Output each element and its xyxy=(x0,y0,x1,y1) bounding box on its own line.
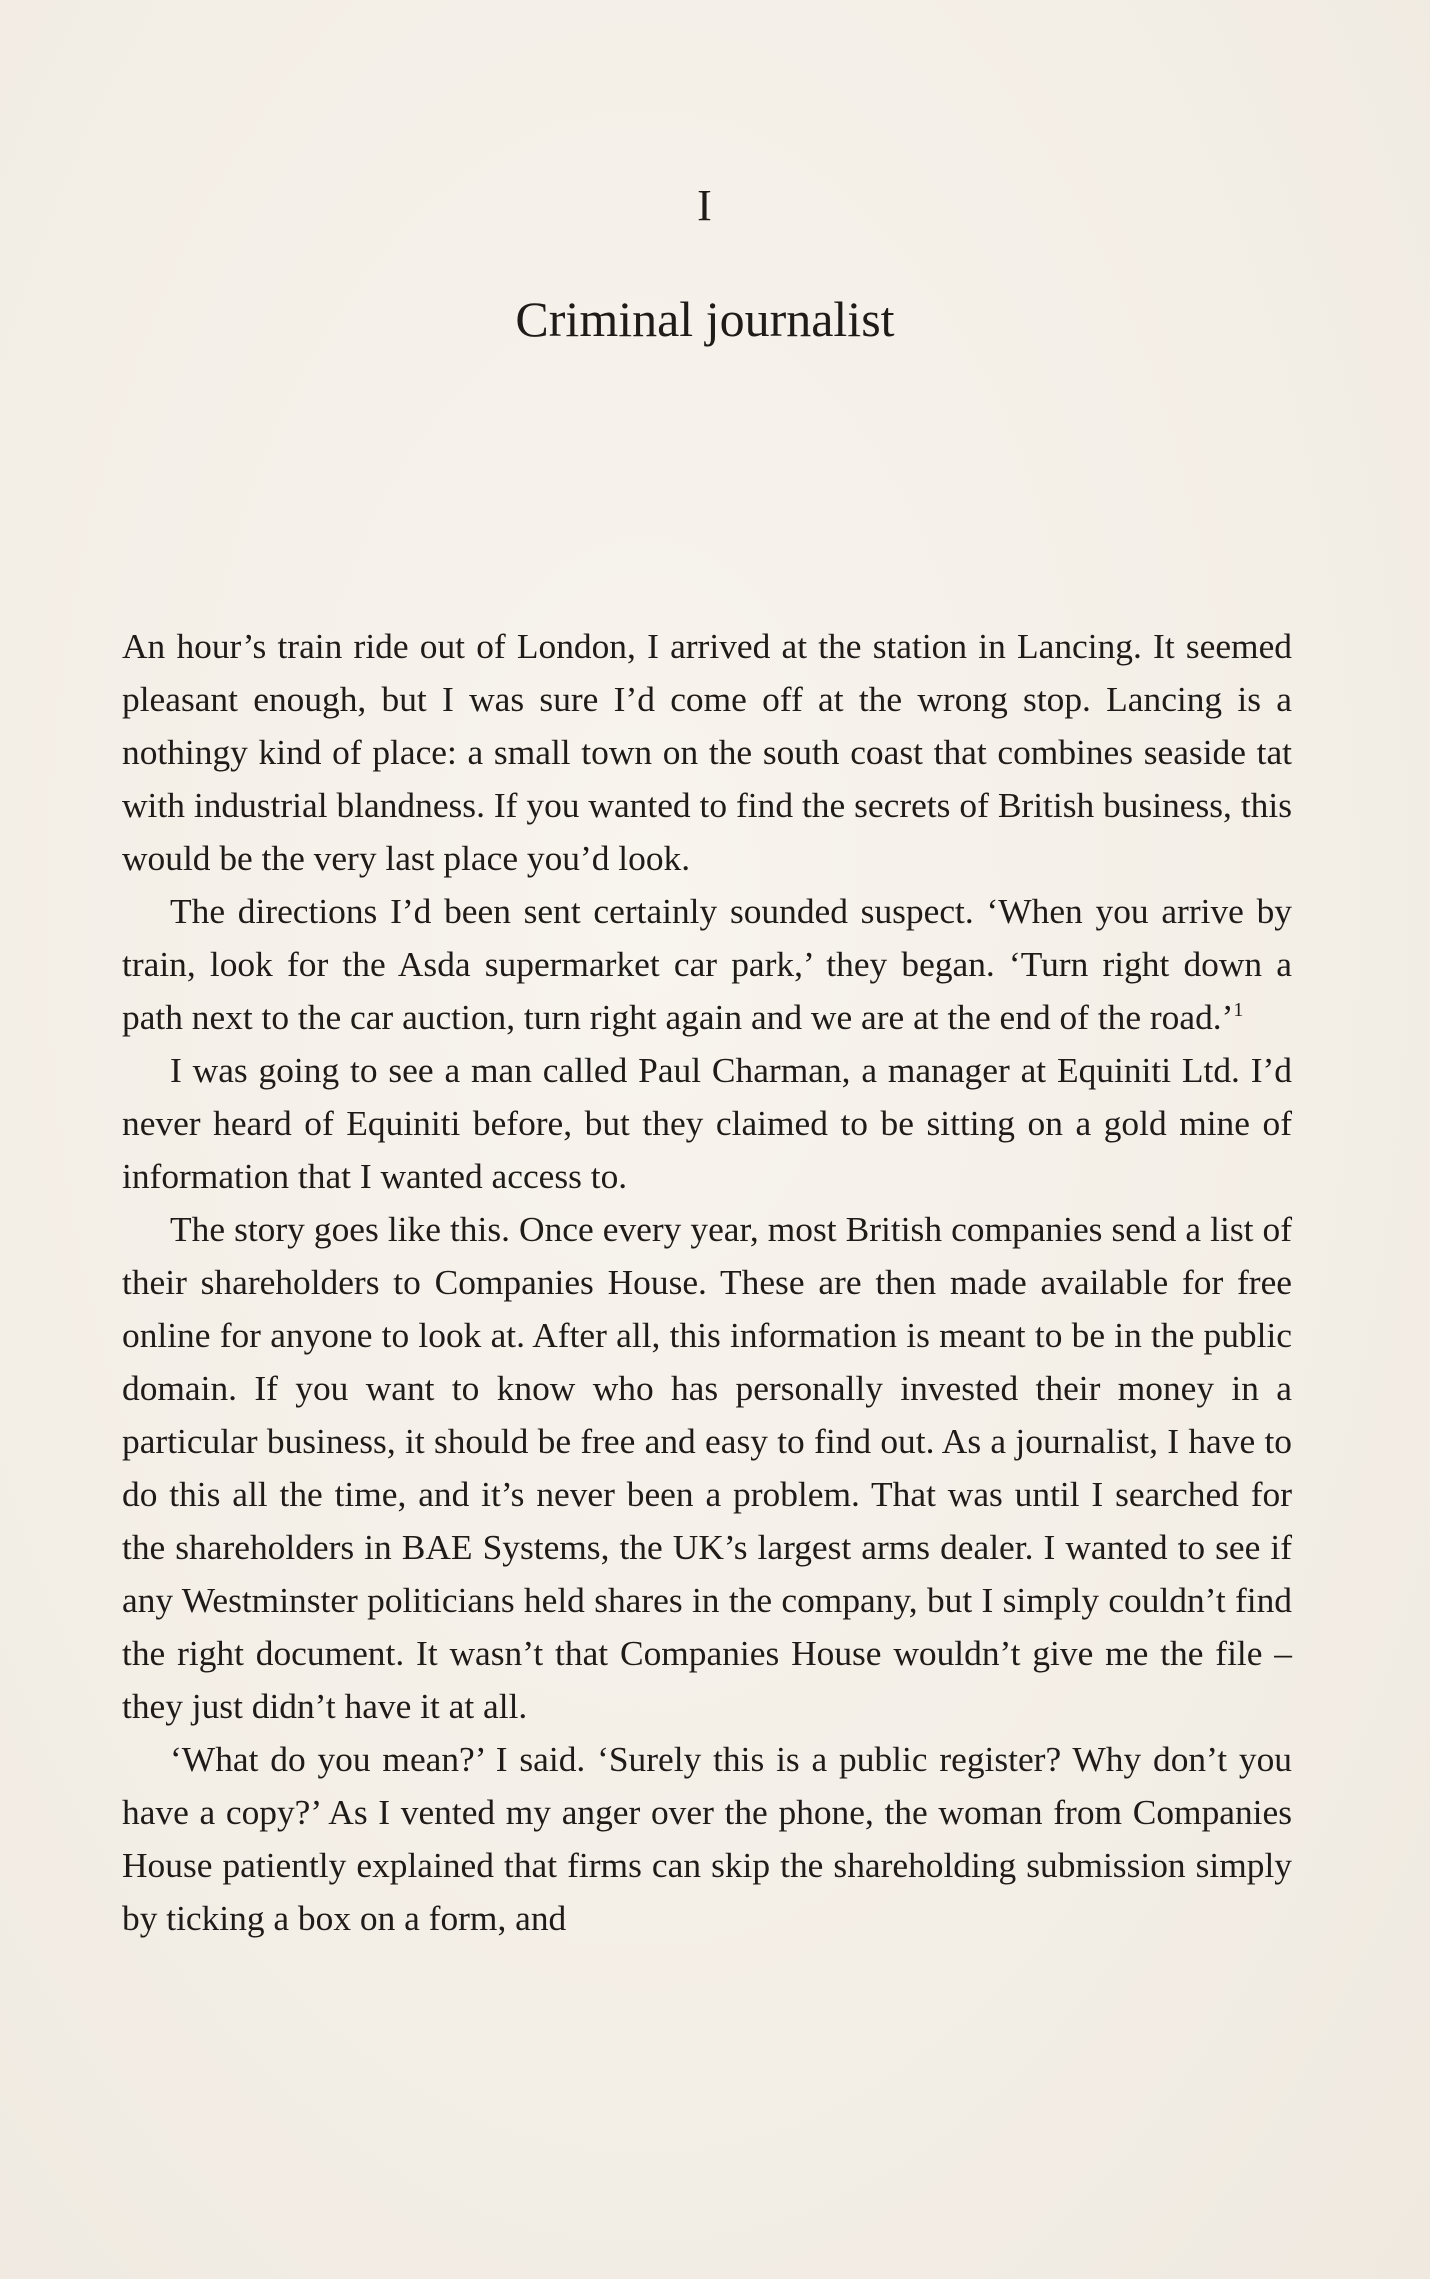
paragraph: An hour’s train ride out of London, I arrived at the station in Lancing. It seemed pleasant enough, but I was sure I’d come off at the wrong stop. Lancing is a nothingy kind of place: a small town on the south coast that combines seaside tat with industrial blandness. If you wanted to find the secrets of British business, this would be the very last place you’d look. xyxy=(122,626,1292,878)
chapter-body xyxy=(122,620,1292,1945)
chapter-title: Criminal journalist xyxy=(515,291,895,347)
paragraph xyxy=(122,885,1292,1044)
paragraph-text: The directions I’d been sent certainly sounded suspect. ‘When you arrive by train, look for the Asda supermarket car park,’ they began. ‘Turn right down a path next to the car auction, turn right again and we are at the end of the road.’ xyxy=(122,891,1292,1037)
chapter-number: I xyxy=(697,181,713,230)
footnote-reference: 1 xyxy=(1233,999,1244,1022)
paragraph: I was going to see a man called Paul Charman, a manager at Equiniti Ltd. I’d never heard of Equiniti before, but they claimed to be sitting on a gold mine of information that I wanted access to. xyxy=(122,1050,1292,1196)
paragraph: ‘What do you mean?’ I said. ‘Surely this is a public register? Why don’t you have a copy?’ As I vented my anger over the phone, the woman from Companies House patiently explained that firms can skip the shareholding submission simply by ticking a box on a form, and xyxy=(122,1739,1292,1938)
paragraph: The story goes like this. Once every year, most British companies send a list of their shareholders to Companies House. These are then made available for free online for anyone to look at. After all, this information is meant to be in the public domain. If you want to know who has personally invested their money in a particular business, it should be free and easy to find out. As a journalist, I have to do this all the time, and it’s never been a problem. That was until I searched for the shareholders in BAE Systems, the UK’s largest arms dealer. I wanted to see if any Westminster politicians held shares in the company, but I simply couldn’t find the right document. It wasn’t that Companies House wouldn’t give me the file – they just didn’t have it at all. xyxy=(122,1209,1292,1726)
